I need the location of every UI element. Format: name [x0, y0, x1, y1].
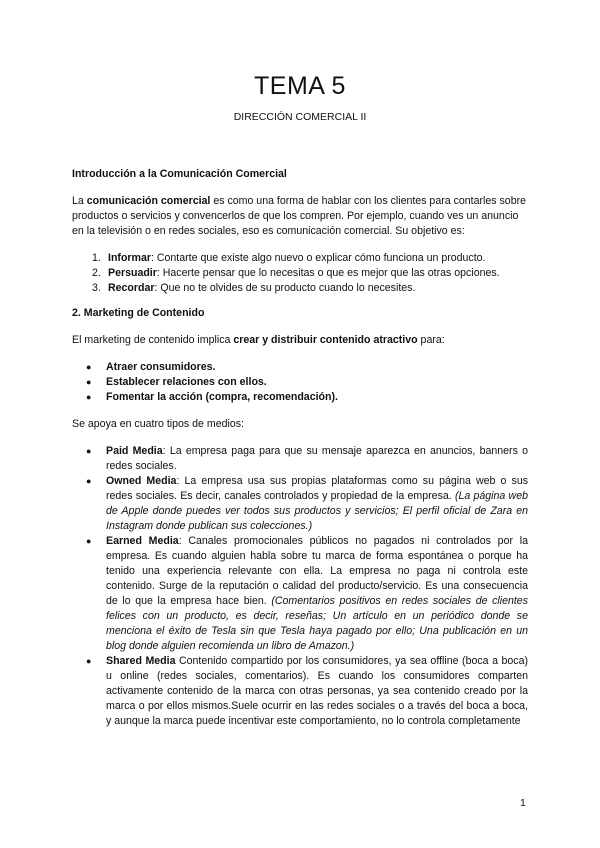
bullet-icon: ●	[86, 446, 92, 456]
media-example: (Comentarios positivos en redes sociales de clientes felices con un producto, es decir, reseñas; Un artículo en un periódico donde se menciona el éxito de Tesla sin que Tesla haya pagado por ello; Una publicación en un blog donde alguien recomienda un libro de Amazon.)	[106, 595, 528, 652]
section2-paragraph-pre: El marketing de contenido implica	[72, 334, 234, 346]
media-item	[86, 534, 528, 654]
page-number: 1	[520, 797, 526, 809]
bullet-icon: ●	[86, 392, 92, 402]
objective-number: 3.	[92, 282, 101, 294]
media-item	[86, 444, 529, 474]
objectives-list	[72, 251, 528, 296]
objective-number: 1.	[92, 252, 101, 264]
intro-paragraph	[72, 194, 528, 239]
objective-item	[90, 281, 528, 296]
objective-item	[90, 251, 528, 266]
media-list	[72, 444, 528, 729]
objective-text: : Contarte que existe algo nuevo o explicar cómo funciona un producto.	[150, 252, 486, 264]
bullet-icon: ●	[86, 476, 92, 486]
media-term: Earned Media	[106, 535, 179, 547]
media-example: (La página web de Apple donde puedes ver todos sus productos y servicios; El perfil oficial de Zara en Instagram donde publican sus colecciones.)	[106, 490, 528, 532]
bullet-icon: ●	[86, 536, 92, 546]
document-subtitle: DIRECCIÓN COMERCIAL II	[233, 111, 367, 123]
intro-paragraph-pre: La	[72, 195, 87, 207]
document-title: TEMA 5	[254, 72, 346, 100]
media-term: Owned Media	[106, 475, 177, 487]
goal-text: Establecer relaciones con ellos.	[106, 376, 267, 388]
bullet-icon: ●	[86, 377, 92, 387]
goals-list	[72, 360, 528, 405]
media-text: Contenido compartido por los consumidores, ya sea offline (boca a boca) u online (redes sociales, comentarios). Es cuando los consumidores comparten activamente contenido de la marca con otras personas, ya sea contenido creado por la marca o por ellos mismos.Suele ocurrir en las redes sociales o a través del boca a boca, y aunque la marca puede incentivar este comportamiento, no lo controla completamente	[106, 655, 528, 727]
media-text: : Canales promocionales públicos no pagados ni controlados por la empresa. Es cuando alguien habla sobre tu marca de forma espontánea o porque ha tenido una experiencia relevante con ella. La empresa no paga ni controla este contenido. Surge de la reputación o calidad del producto/servicio. Es una consecuencia de lo que la empresa hace bien.	[106, 535, 528, 607]
objective-term: Informar	[108, 252, 151, 264]
media-text: : La empresa paga para que su mensaje aparezca en anuncios, banners o redes sociales.	[106, 445, 529, 472]
media-item	[86, 474, 529, 534]
goal-text: Atraer consumidores.	[106, 361, 216, 373]
media-item	[86, 654, 528, 729]
objective-text: : Que no te olvides de su producto cuando lo necesites.	[154, 282, 416, 294]
media-term: Shared Media	[106, 655, 176, 667]
objective-item	[90, 266, 528, 281]
intro-paragraph-post: es como una forma de hablar con los clientes para contarles sobre productos o servicios y convencerlos de que los compren. Por ejemplo, cuando ves un anuncio en la televisión o en redes sociales, eso es comunicación comercial. Su objetivo es:	[72, 195, 527, 237]
objective-term: Persuadir	[108, 267, 157, 279]
media-term: Paid Media	[106, 445, 163, 457]
section2-paragraph	[72, 333, 528, 348]
bullet-icon: ●	[86, 656, 92, 666]
objective-term: Recordar	[108, 282, 155, 294]
intro-paragraph-bold: comunicación comercial	[86, 195, 211, 207]
media-text: : La empresa usa sus propias plataformas como su página web o sus redes sociales. Es decir, canales controlados y propiedad de la empresa.	[106, 475, 529, 502]
section2-paragraph-bold: crear y distribuir contenido atractivo	[233, 334, 418, 346]
section2-paragraph-post: para:	[417, 334, 445, 346]
objective-text: : Hacerte pensar que lo necesitas o que es mejor que las otras opciones.	[156, 267, 500, 279]
goal-item	[86, 360, 528, 375]
document-body	[72, 167, 528, 729]
media-intro: Se apoya en cuatro tipos de medios:	[72, 418, 244, 430]
section2-heading: 2. Marketing de Contenido	[72, 307, 205, 319]
goal-text: Fomentar la acción (compra, recomendación).	[106, 391, 338, 403]
intro-heading: Introducción a la Comunicación Comercial	[72, 168, 287, 180]
goal-item	[86, 390, 528, 405]
goal-item	[86, 375, 528, 390]
bullet-icon: ●	[86, 362, 92, 372]
objective-number: 2.	[92, 267, 101, 279]
